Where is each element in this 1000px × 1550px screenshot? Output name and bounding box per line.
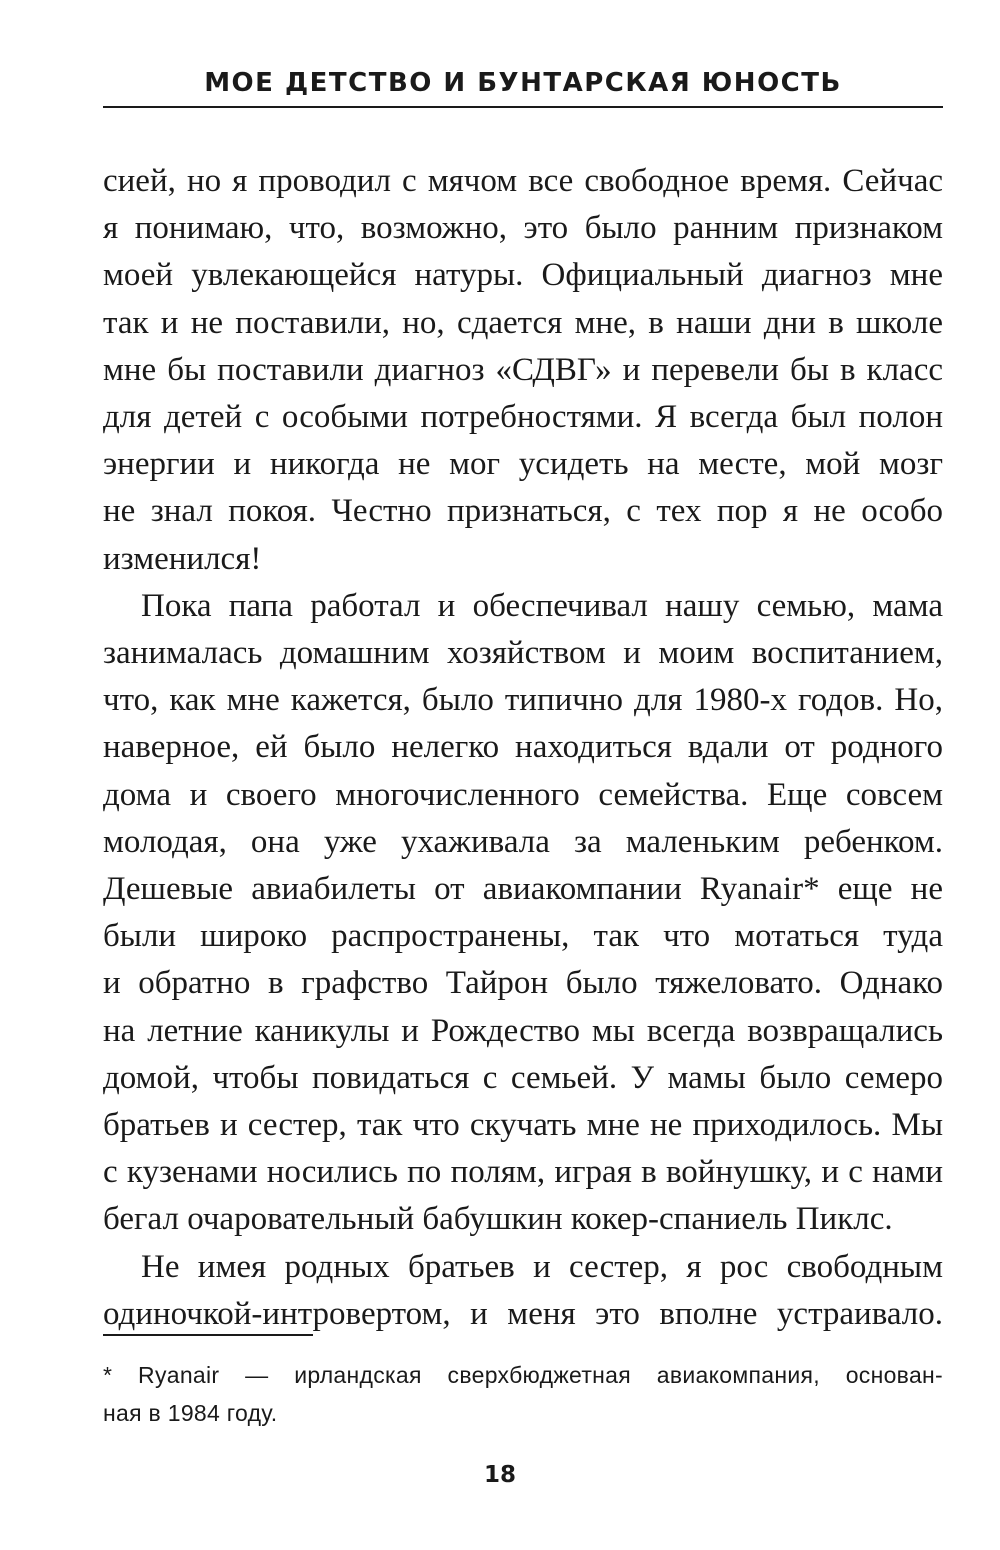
text-line: энергии и никогда не мог усидеть на месте, мой мозг [103, 446, 943, 483]
text-line: с кузенами носились по полям, играя в войнушку, и с нами [103, 1154, 943, 1191]
text-line: изменился! [103, 540, 262, 577]
text-line: бегал очаровательный бабушкин кокер-спаниель Пиклс. [103, 1201, 893, 1238]
text-line: наверное, ей было нелегко находиться вдали от родного [103, 729, 943, 766]
text-line: Дешевые авиабилеты от авиакомпании Ryanair* еще не [103, 871, 943, 908]
paragraph [103, 158, 943, 583]
text-line: дома и своего многочисленного семейства. Еще совсем [103, 776, 943, 813]
footnote-rule [103, 1334, 313, 1336]
text-line: одиночкой-интровертом, и меня это вполне устраивало. [103, 1295, 943, 1332]
header-rule [103, 106, 943, 108]
text-line: и обратно в графство Тайрон было тяжеловато. Однако [103, 965, 943, 1002]
paragraph [103, 1244, 943, 1338]
footnote [103, 1356, 943, 1432]
body-text [103, 158, 943, 1338]
text-line: для детей с особыми потребностями. Я всегда был полон [103, 399, 943, 436]
text-line: сией, но я проводил с мячом все свободное время. Сейчас [103, 163, 943, 199]
text-line: занималась домашним хозяйством и моим воспитанием, [103, 635, 943, 672]
page-number: 18 [483, 1462, 516, 1488]
text-line: так и не поставили, но, сдается мне, в наши дни в школе [103, 304, 943, 341]
running-header: МОЕ ДЕТСТВО И БУНТАРСКАЯ ЮНОСТЬ [204, 68, 842, 98]
text-line: домой, чтобы повидаться с семьей. У мамы было семеро [103, 1059, 943, 1096]
text-line: были широко распространены, так что мотаться туда [103, 918, 943, 955]
text-line: что, как мне кажется, было типично для 1980-х годов. Но, [103, 682, 943, 719]
footnote-line: * Ryanair — ирландская сверхбюджетная авиакомпания, основан- [103, 1362, 943, 1388]
text-line: молодая, она уже ухаживала за маленьким ребенком. [103, 823, 943, 860]
footnote-line: ная в 1984 году. [103, 1400, 278, 1426]
text-line: не знал покоя. Честно признаться, с тех пор я не особо [103, 493, 943, 530]
text-line: мне бы поставили диагноз «СДВГ» и перевели бы в класс [103, 351, 943, 388]
text-line: братьев и сестер, так что скучать мне не приходилось. Мы [103, 1107, 943, 1144]
paragraph [103, 583, 943, 1244]
text-line: Пока папа работал и обеспечивал нашу семью, мама [141, 587, 943, 624]
text-line: Не имея родных братьев и сестер, я рос свободным [141, 1248, 943, 1285]
text-line: я понимаю, что, возможно, это было ранним признаком [103, 210, 943, 247]
text-line: моей увлекающейся натуры. Официальный диагноз мне [103, 257, 943, 294]
text-line: на летние каникулы и Рождество мы всегда возвращались [103, 1012, 943, 1049]
